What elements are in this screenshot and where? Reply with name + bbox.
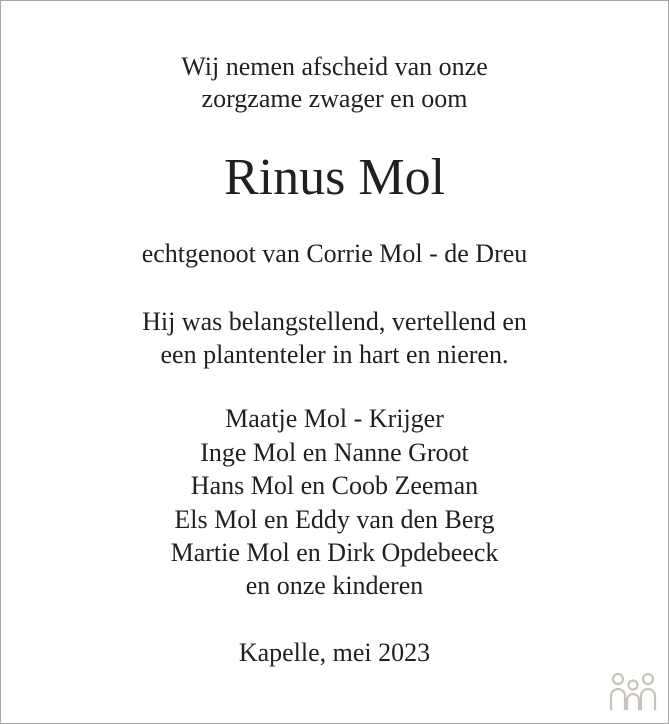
family-member: Els Mol en Eddy van den Berg	[174, 505, 495, 534]
description-line-2: een plantenteler in hart en nieren.	[160, 340, 509, 369]
family-figures-icon	[608, 670, 658, 714]
family-member: Inge Mol en Nanne Groot	[200, 438, 469, 467]
place-date: Kapelle, mei 2023	[238, 638, 431, 667]
family-member: Maatje Mol - Krijger	[225, 404, 444, 433]
family-member: en onze kinderen	[245, 571, 424, 600]
intro-line-1: Wij nemen afscheid van onze	[181, 52, 488, 81]
description-line-1: Hij was belangstellend, vertellend en	[142, 307, 527, 336]
family-member: Martie Mol en Dirk Opdebeeck	[170, 538, 499, 567]
family-member: Hans Mol en Coob Zeeman	[190, 471, 479, 500]
intro-line-2: zorgzame zwager en oom	[201, 84, 468, 113]
deceased-name: Rinus Mol	[223, 149, 446, 206]
spouse-line: echtgenoot van Corrie Mol - de Dreu	[141, 239, 528, 268]
